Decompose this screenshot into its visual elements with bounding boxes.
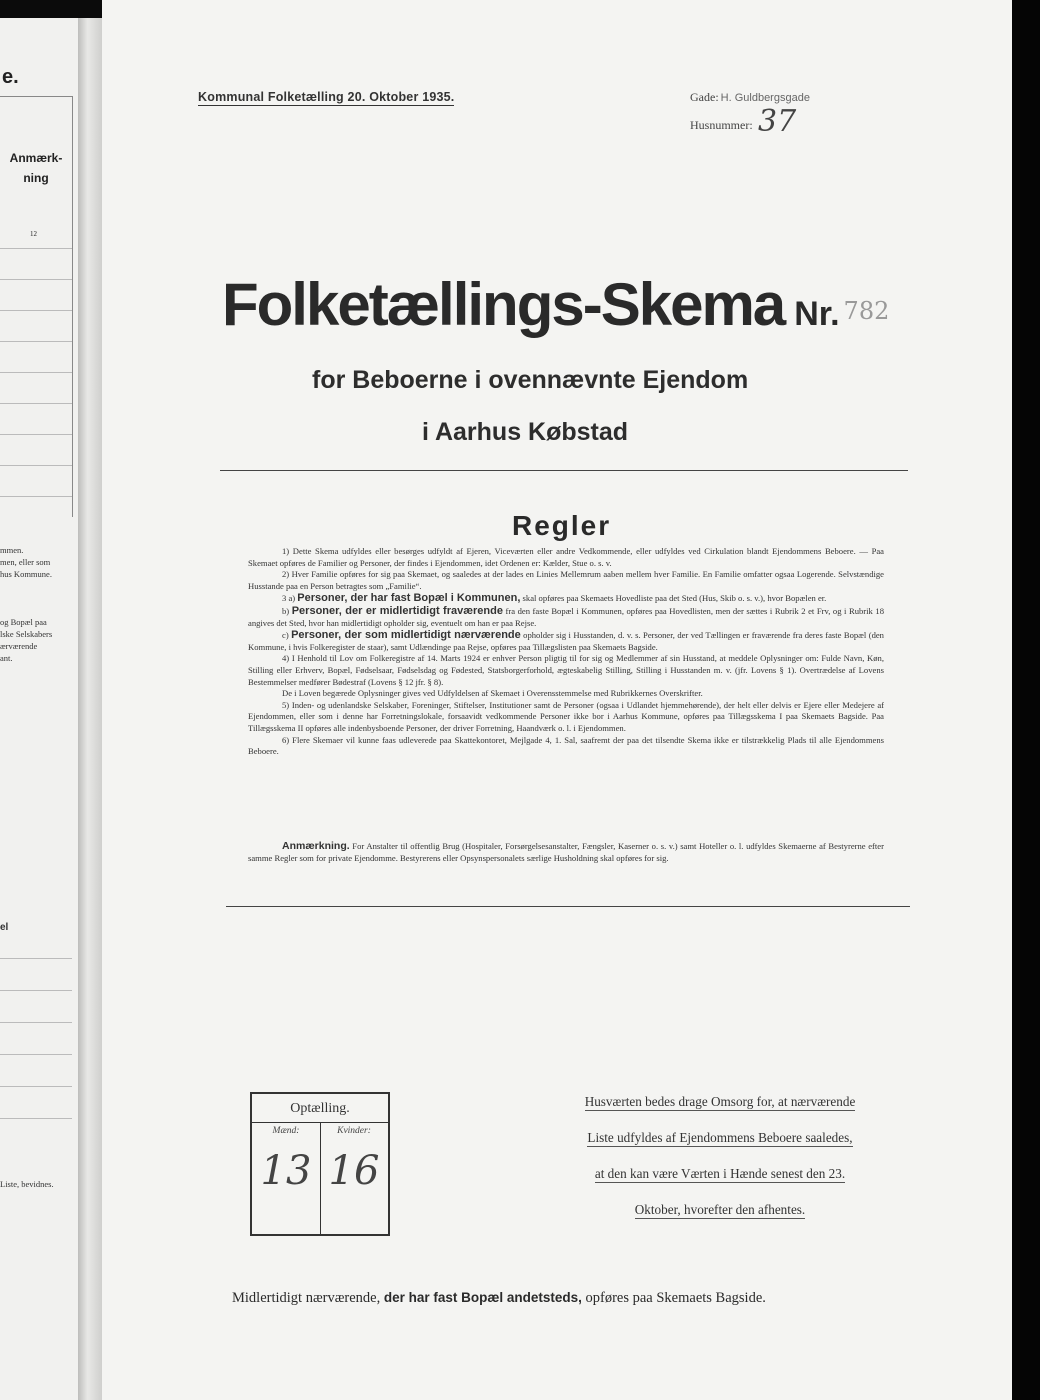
rule-3c	[248, 629, 884, 653]
left-fragment: mmen.	[0, 545, 24, 555]
note-paragraph	[248, 840, 884, 864]
rules-heading: Regler	[512, 510, 612, 541]
rule-3c-text: opholder sig i Husstanden, d. v. s. Personer, der ved Tællingen er fraværende fra deres faste Bopæl (den Kommune, i hvis Folkeregister de staar), samt Udlændinge paa Rejse, opføres paa Tillægslisten paa Skemaets Bagside.	[248, 630, 884, 652]
women-label: Kvinder:	[337, 1126, 371, 1136]
rule-1: 1) Dette Skema udfyldes eller besørges udfyldt af Ejeren, Viceværten eller andre Vedkommende, eller udfyldes ved Cirkulation blandt Ejendommens Beboere. — Paa Skemaet opføres de Familier og Personer, der findes i Ejendommen, idet Ordenen er: Kælder, Stue o. s. v.	[248, 546, 884, 568]
left-page-letter: e.	[2, 66, 19, 88]
instruction-line-text: Liste udfyldes af Ejendommens Beboere saaledes,	[587, 1130, 853, 1145]
rule-2: 2) Hver Familie opføres for sig paa Skemaet, og saaledes at der lades en Linies Mellemrum aaben mellem hver Familie. En Familie omfatter ogsaa Logerende. Selvstændige Husstande paa en Person betragtes som „Familie“.	[248, 569, 884, 591]
rule-3b	[248, 605, 884, 629]
page-edge	[1012, 0, 1040, 1400]
left-column-header-text: Anmærk- ning	[9, 151, 63, 185]
left-fragment: el	[0, 922, 9, 933]
form-number-label: Nr.	[794, 295, 840, 333]
divider-line	[226, 906, 910, 907]
footer-note	[232, 1290, 766, 1307]
form-title	[222, 270, 889, 339]
instruction-line	[552, 1130, 888, 1146]
instruction-line-text: at den kan være Værten i Hænde senest den 23.	[594, 1166, 846, 1181]
rule-4b: De i Loven begærede Oplysninger gives ved Udfyldelsen af Skemaet i Overensstemmelse med Rubrikkernes Overskrifter.	[282, 688, 703, 699]
note-block	[248, 840, 884, 864]
instruction-line-text: Oktober, hvorefter den afhentes.	[634, 1202, 806, 1217]
left-fragment: Liste, bevidnes.	[0, 1179, 54, 1189]
census-form-page	[102, 0, 1012, 1400]
instruction-line	[552, 1094, 888, 1110]
house-number-label: Husnummer:	[690, 118, 753, 132]
form-number-value: 782	[843, 297, 890, 325]
form-title-main: Folketællings-Skema	[222, 271, 785, 338]
left-fragment: og Bopæl paa	[0, 617, 47, 627]
left-fragment: hus Kommune.	[0, 569, 52, 579]
left-column-number: 12	[30, 230, 37, 238]
rule-3a-text: skal opføres paa Skemaets Hovedliste paa det Sted (Hus, Skib o. s. v.), hvor Bopælen er.	[522, 593, 827, 604]
rule-3a-num: 3 a)	[282, 593, 296, 604]
house-number-value: 37	[758, 104, 797, 139]
census-header: Kommunal Folketælling 20. Oktober 1935.	[198, 90, 455, 104]
rule-6: 6) Flere Skemaer vil kunne faas udleverede paa Skattekontoret, Mejlgade 4, 1. Sal, saafremt der paa det tilsendte Skema ikke er tilstrækkelig Plads til alle Ejendommens Beboere.	[248, 734, 884, 757]
rule-4: 4) I Henhold til Lov om Folkeregistre af 14. Marts 1924 er enhver Person pligtig til for sig og Medlemmer af sin Husstand, at meddele Oplysninger om: Fulde Navn, Køn, Stilling eller Erhverv, Bopæl, Fødselsaar, Fødselsdag og Fødested, Statsborgerforhold, ægteskabelig Stilling, Stilling i Husstanden m. v. (jfr. Lovens § 1). Overtrædelse af Lovens Bestemmelser medfører Bødestraf (Lovens § 12 jfr. § 8).	[248, 653, 884, 687]
women-count: 16	[328, 1148, 380, 1194]
instruction-line-text: Husværten bedes drage Omsorg for, at nærværende	[584, 1094, 856, 1109]
rule-3b-num: b)	[282, 605, 290, 616]
left-fragment: men, eller som	[0, 557, 51, 567]
count-box	[250, 1092, 390, 1236]
left-fragment: ant.	[0, 653, 13, 663]
street-label: Gade:	[690, 90, 719, 104]
rule-5: 5) Inden- og udenlandske Selskaber, Foreninger, Stiftelser, Institutioner samt de Personer (ogsaa i Udlandet hjemmehørende), der helt eller delvis er Ejere eller Medejere af Ejendommen, eller som i denne har Forretningslokale, forsaavidt vedkommende Personer ikke bor i Aarhus Kommune, opføres paa Tillægsskema I paa Skemaets Bagside. Paa Tillægsskema II opføres alle indenbysboende Personer, der driver Forretning, Haandværk o. l. i Ejendommen.	[248, 699, 884, 733]
rule-3c-num: c)	[282, 630, 289, 641]
rule-3b-text: fra den faste Bopæl i Kommunen, opføres paa Hovedlisten, men der sættes i Rubrik 2 et Frv, og i Rubrik 18 angives det Sted, hvor han midlertidigt opholder sig, eventuelt om han er paa Rejse.	[248, 605, 884, 628]
rule-3a	[248, 592, 884, 605]
footer-bold: der har fast Bopæl andetsteds,	[383, 1290, 582, 1305]
form-subtitle-1: for Beboerne i ovennævnte Ejendom	[312, 366, 749, 394]
book-binding	[78, 18, 102, 1400]
note-label: Anmærkning.	[282, 840, 350, 852]
form-subtitle-2: i Aarhus Købstad	[422, 418, 629, 446]
instruction-line	[552, 1202, 888, 1218]
rule-3a-bold: Personer, der har fast Bopæl i Kommunen,	[297, 592, 521, 605]
instruction-line	[552, 1166, 888, 1182]
rule-3b-bold: Personer, der er midlertidigt fraværende	[291, 604, 503, 617]
divider-line	[220, 470, 908, 471]
left-page	[0, 18, 78, 1400]
footer-pre: Midlertidigt nærværende,	[232, 1290, 381, 1306]
men-label: Mænd:	[272, 1126, 300, 1136]
street-field	[690, 90, 810, 105]
count-box-title: Optælling.	[252, 1094, 388, 1123]
left-page-rule-lines-2	[0, 958, 72, 1150]
rules-text	[248, 546, 884, 758]
left-fragment: ærværende	[0, 641, 38, 651]
footer-post: opføres paa Skemaets Bagside.	[585, 1290, 766, 1306]
rule-3c-bold: Personer, der som midlertidigt nærværende	[291, 629, 521, 642]
left-fragment: lske Selskabers	[0, 629, 53, 639]
note-text: For Anstalter til offentlig Brug (Hospitaler, Forsørgelsesanstalter, Fængsler, Kaserner o. s. v.) samt Hoteller o. l. udfyldes Skemaerne af Bestyrerne efter samme Regler som for private Ejendomme. Bestyrerens eller Opsynspersonalets særlige Husholdning skal opføres for sig.	[248, 841, 884, 863]
left-page-rule-lines	[0, 248, 72, 527]
men-count: 13	[260, 1148, 312, 1194]
street-value: H. Guldbergsgade	[720, 92, 810, 104]
left-page-column-header	[6, 148, 66, 188]
